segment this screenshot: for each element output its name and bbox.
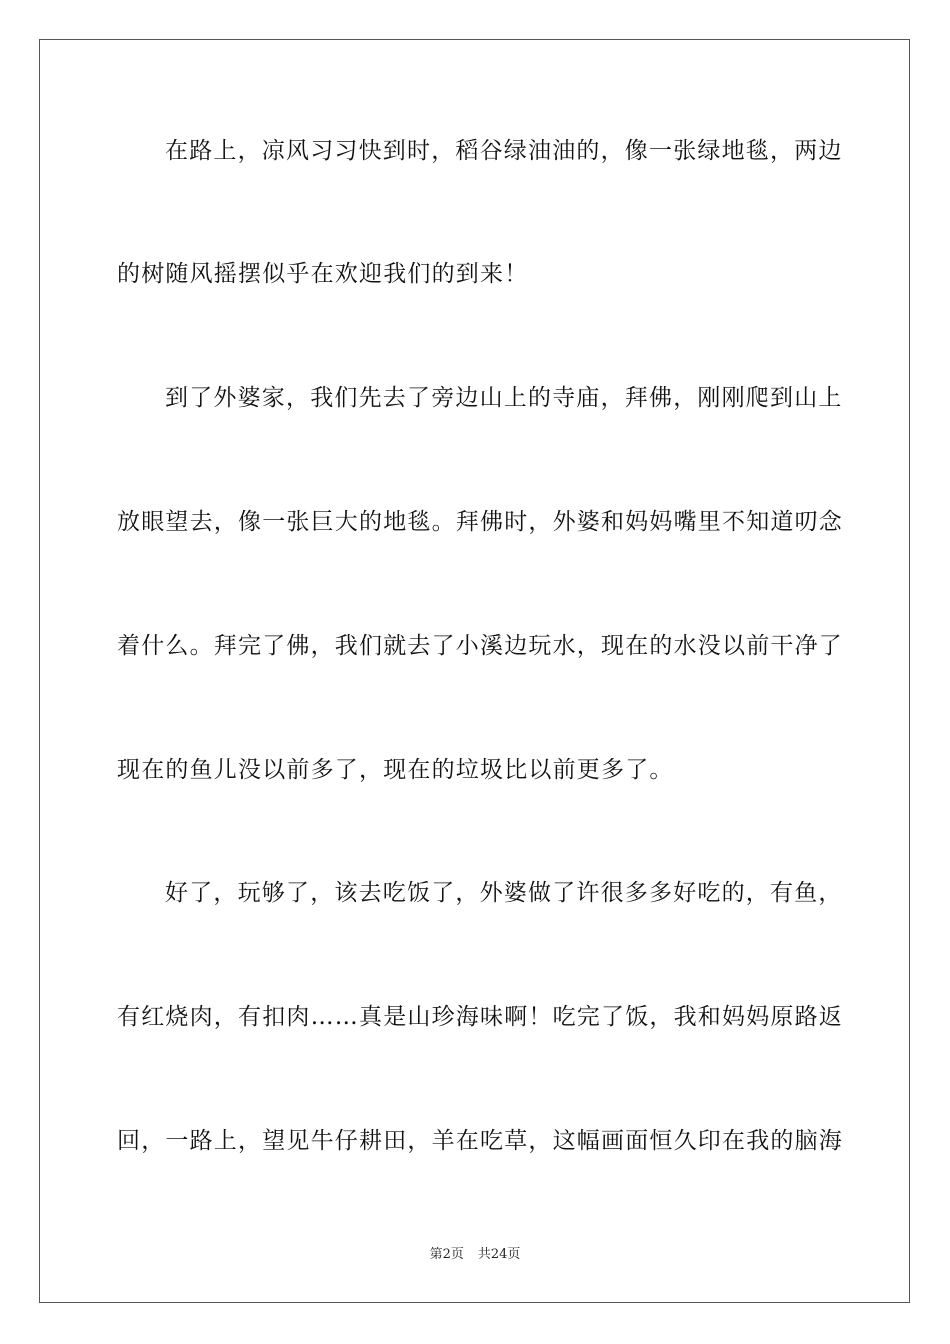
text-line: 的树随风摇摆似乎在欢迎我们的到来！ — [117, 261, 529, 287]
text-line: 好了，玩够了，该去吃饭了，外婆做了许很多多好吃的，有鱼， — [165, 880, 843, 906]
page-number: 第2页 — [429, 1247, 464, 1262]
text-line: 着什么。拜完了佛，我们就去了小溪边玩水，现在的水没以前干净了 — [117, 633, 843, 659]
text-line: 放眼望去，像一张巨大的地毯。拜佛时，外婆和妈妈嘴里不知道叨念 — [117, 509, 843, 535]
page-total: 共24页 — [477, 1247, 521, 1262]
text-line: 回，一路上，望见牛仔耕田，羊在吃草，这幅画面恒久印在我的脑海 — [117, 1128, 843, 1154]
text-line: 到了外婆家，我们先去了旁边山上的寺庙，拜佛，刚刚爬到山上 — [165, 385, 843, 411]
text-line: 现在的鱼儿没以前多了，现在的垃圾比以前更多了。 — [117, 757, 674, 783]
text-line: 在路上，凉风习习快到时，稻谷绿油油的，像一张绿地毯，两边 — [165, 138, 843, 164]
page-border — [39, 39, 910, 1303]
text-line: 有红烧肉，有扣肉……真是山珍海味啊！吃完了饭，我和妈妈原路返 — [117, 1004, 843, 1030]
page-footer — [0, 1246, 950, 1264]
